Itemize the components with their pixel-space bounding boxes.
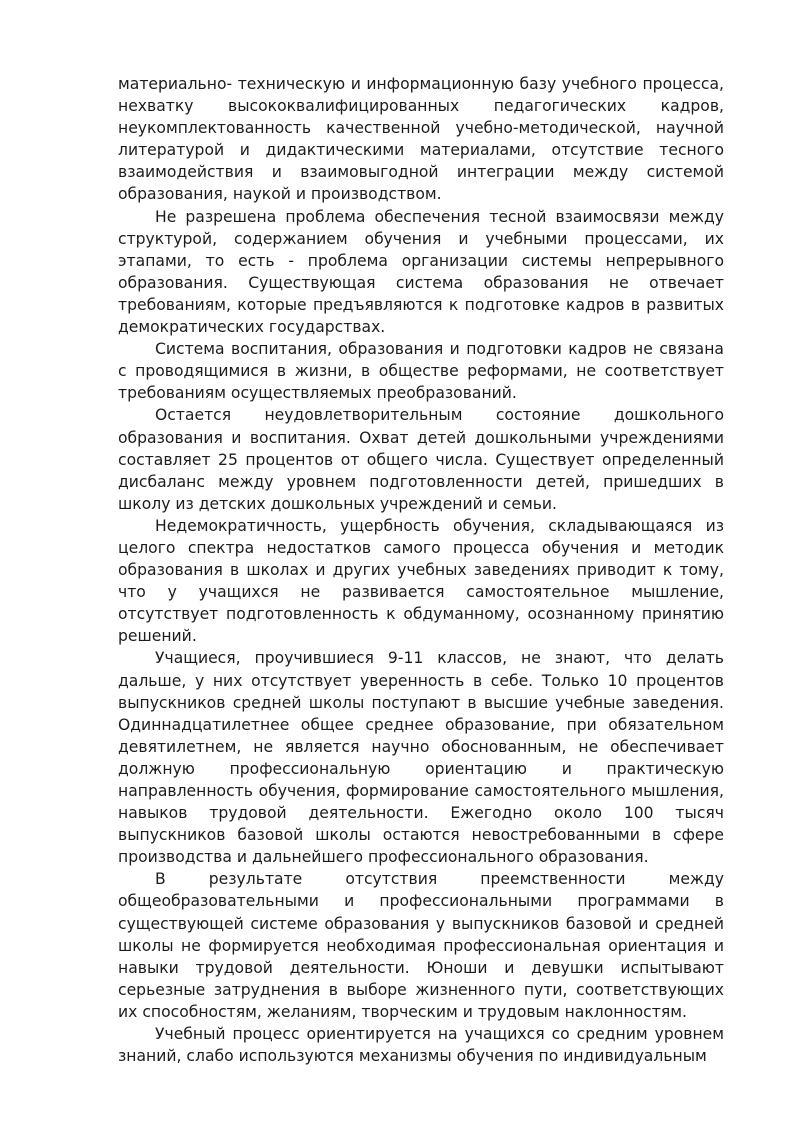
paragraph-3: Система воспитания, образования и подготовки кадров не связана с проводящимися в жизни, в обществе реформами, не соответствует требованиям осуществляемых преобразований. — [118, 340, 724, 403]
paragraph-4: Остается неудовлетворительным состояние дошкольного образования и воспитания. Охват детей дошкольными учреждениями составляет 25 процентов от общего числа. Существует определенный дисбаланс между уровнем подготовленности детей, пришедших в школу из детских дошкольных учреждений и семьи. — [118, 406, 724, 513]
paragraph-1: материально- техническую и информационную базу учебного процесса, нехватку высококвалифицированных педагогических кадров, неукомплектованность качественной учебно-методической, научной литературой и дидактическими материалами, отсутствие тесного взаимодействия и взаимовыгодной интеграции между системой образования, наукой и производством. — [118, 75, 724, 204]
paragraph-7: В результате отсутствия преемственности между общеобразовательными и профессиональными программами в существующей системе образования у выпускников базовой и средней школы не формируется необходимая профессиональная ориентация и навыки трудовой деятельности. Юноши и девушки испытывают серьезные затруднения в выборе жизненного пути, соответствующих их способностям, желаниям, творческим и трудовым наклонностям. — [118, 870, 724, 1021]
document-page — [118, 73, 724, 1067]
paragraph-2: Не разрешена проблема обеспечения тесной взаимосвязи между структурой, содержанием обучения и учебными процессами, их этапами, то есть - проблема организации системы непрерывного образования. Существующая система образования не отвечает требованиям, которые предъявляются к подготовке кадров в развитых демократических государствах. — [118, 207, 724, 337]
paragraph-5: Недемократичность, ущербность обучения, складывающаяся из целого спектра недостатков самого процесса обучения и методик образования в школах и других учебных заведениях приводит к тому, что у учащихся не развивается самостоятельное мышление, отсутствует подготовленность к обдуманному, осознанному принятию решений. — [118, 516, 724, 646]
paragraph-6: Учащиеся, проучившиеся 9-11 классов, не знают, что делать дальше, у них отсутствует уверенность в себе. Только 10 процентов выпускников средней школы поступают в высшие учебные заведения. Одиннадцатилетнее общее среднее образование, при обязательном девятилетнем, не является научно обоснованным, не обеспечивает должную профессиональную ориентацию и практическую направленность обучения, формирование самостоятельного мышления, навыков трудовой деятельности. Ежегодно около 100 тысяч выпускников базовой школы остаются невостребованными в сфере производства и дальнейшего профессионального образования. — [118, 649, 724, 867]
paragraph-8: Учебный процесс ориентируется на учащихся со средним уровнем знаний, слабо используются механизмы обучения по индивидуальным — [118, 1025, 724, 1066]
